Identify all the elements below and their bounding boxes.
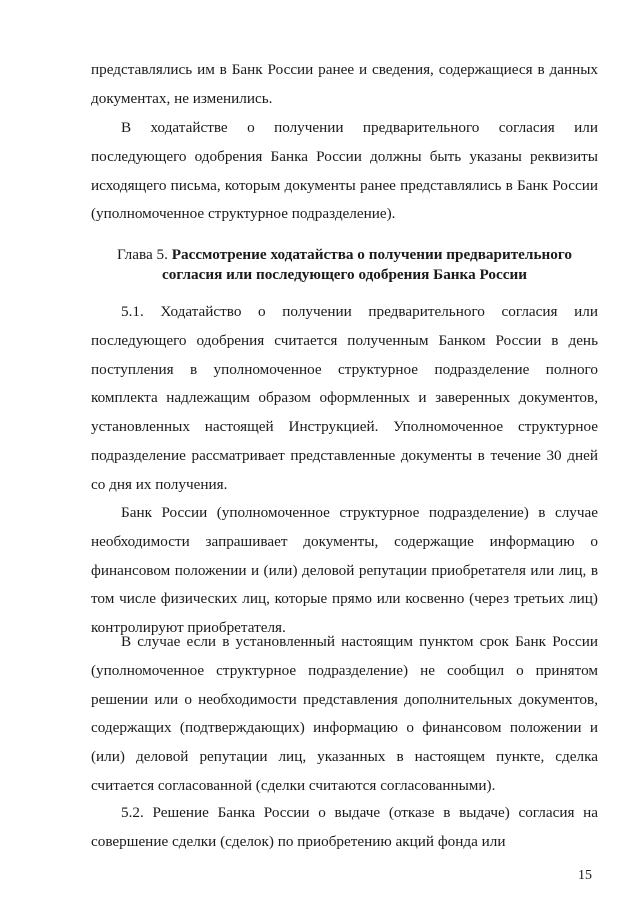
paragraph-5-1: 5.1. Ходатайство о получении предварительного согласия или последующего одобрения считается полученным Банком России в день поступления в уполномоченное структурное подразделение полного комплекта надлежащим образом оформленных и заверенных документов, установленных настоящей Инструкцией. Уполномоченное структурное подразделение рассматривает представленные документы в течение 30 дней со дня их получения. xyxy=(91,303,598,493)
chapter-title: Рассмотрение ходатайства о получении предварительного согласия или последующего одобрения Банка России xyxy=(162,246,572,283)
paragraph-document-request: Банк России (уполномоченное структурное подразделение) в случае необходимости запрашивает документы, содержащие информацию о финансовом положении и (или) деловой репутации приобретателя или лиц, в том числе физических лиц, которые прямо или косвенно (через третьих лиц) контролируют приобретателя. xyxy=(91,504,598,637)
paragraph-deemed-approved: В случае если в установленный настоящим пунктом срок Банк России (уполномоченное структурное подразделение) не сообщил о принятом решении или о необходимости представления дополнительных документов, содержащих (подтверждающих) информацию о финансовом положении и (или) деловой репутации лиц, указанных в настоящем пункте, сделка считается согласованной (сделки считаются согласованными). xyxy=(91,633,598,794)
chapter-heading xyxy=(91,245,598,285)
paragraph-5-2: 5.2. Решение Банка России о выдаче (отказе в выдаче) согласия на совершение сделки (сделок) по приобретению акций фонда или xyxy=(91,804,598,850)
paragraph-petition-requisites: В ходатайстве о получении предварительного согласия или последующего одобрения Банка России должны быть указаны реквизиты исходящего письма, которым документы ранее представлялись в Банк России (уполномоченное структурное подразделение). xyxy=(91,119,598,223)
paragraph-continuation: представлялись им в Банк России ранее и сведения, содержащиеся в данных документах, не изменились. xyxy=(91,61,598,107)
chapter-prefix: Глава 5. xyxy=(117,246,168,263)
page-number: 15 xyxy=(578,868,592,883)
